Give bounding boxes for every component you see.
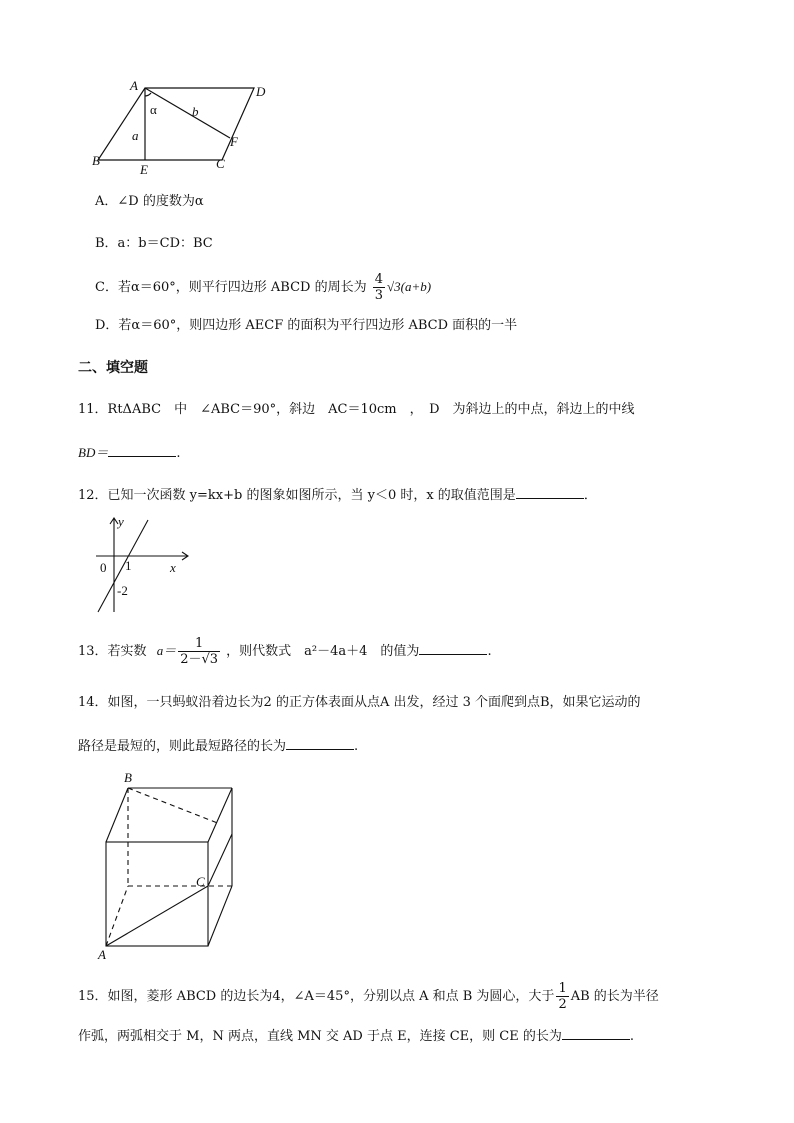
label-b: b [192,104,199,119]
option-c [95,272,431,303]
question-11-line2: BD＝ . [78,445,181,461]
option-c-prefix: C．若α＝60°，则平行四边形 ABCD 的周长为 [95,280,367,295]
question-13-mid: ，则代数式 a²－4a＋4 的值为 [226,644,420,659]
option-a: A．∠D 的度数为α [95,194,204,209]
answer-blank[interactable] [108,444,176,457]
question-12-stem: 12．已知一次函数 y=kx+b 的图象如图所示，当 y＜0 时，x 的取值范围是 [78,488,516,503]
question-14-stem: 路径是最短的，则此最短路径的长为 [78,739,287,754]
label-D: D [256,84,266,99]
option-c-expression: √3(a+b) [387,279,432,294]
linear-function-graph [92,512,202,617]
cube-label-B: B [124,770,132,785]
label-a: a [132,128,139,143]
question-15-prefix: 15．如图，菱形 ABCD 的边长为4，∠A＝45°，分别以点 A 和点 B 为圆心，大于 [78,989,555,1004]
cube-label-A: A [98,947,106,962]
cube-figure [94,768,244,960]
origin-label: 0 [100,560,107,575]
label-F: F [230,134,238,149]
fraction-one-half: $\frac{1}{2}$ [558,981,567,1012]
question-14-line1: 14．如图，一只蚂蚁沿着边长为2 的正方体表面从点A 出发，经过 3 个面爬到点B，如果它运动的 [78,695,641,710]
answer-blank[interactable] [516,486,584,499]
label-A: A [130,78,138,93]
answer-blank[interactable] [419,642,487,655]
question-13-prefix: 13．若实数 [78,644,147,659]
fraction-one-over-two-minus-root3: $\frac{1}{2-√3}$ [180,636,219,667]
bd-label: BD＝ [78,445,109,460]
option-b: B．a：b＝CD：BC [95,236,213,251]
cube-label-C: C [196,874,205,889]
question-11-line1: 11．RtΔABC 中 ∠ABC＝90°，斜边 AC＝10cm ， D 为斜边上的中点，斜边上的中线 [78,402,635,417]
label-C: C [216,156,225,171]
question-14-line2: 路径是最短的，则此最短路径的长为 . [78,739,359,754]
axis-y-label: y [118,514,124,529]
question-15-line2: 作弧，两弧相交于 M，N 两点，直线 MN 交 AD 于点 E，连接 CE，则 CE 的长为 . [78,1029,635,1044]
label-B: B [92,153,100,168]
axis-x-label: x [170,560,176,575]
x-intercept-label: 1 [125,558,132,573]
fraction-four-thirds: $\frac{4}{3}$ [374,272,384,303]
option-d: D．若α＝60°，则四边形 AECF 的面积为平行四边形 ABCD 面积的一半 [95,318,518,333]
label-alpha: α [150,102,157,117]
label-E: E [140,162,148,177]
y-intercept-label: -2 [117,583,128,598]
answer-blank[interactable] [286,737,354,750]
question-15-suffix: AB 的长为半径 [570,989,659,1004]
question-12-text: 12．已知一次函数 y=kx+b 的图象如图所示，当 y＜0 时，x 的取值范围是 ． [78,488,597,503]
question-13: 13．若实数 a＝ $\frac{1}{2-√3}$ ，则代数式 a²－4a＋4 的值为 . [78,636,492,667]
question-15-line1 [78,980,659,1014]
question-15-stem: 作弧，两弧相交于 M，N 两点，直线 MN 交 AD 于点 E，连接 CE，则 CE 的长为 [78,1029,562,1044]
a-equals: a＝ [156,643,177,658]
parallelogram-figure [88,78,278,178]
answer-blank[interactable] [562,1027,630,1040]
section-title: 二、填空题 [78,360,148,376]
